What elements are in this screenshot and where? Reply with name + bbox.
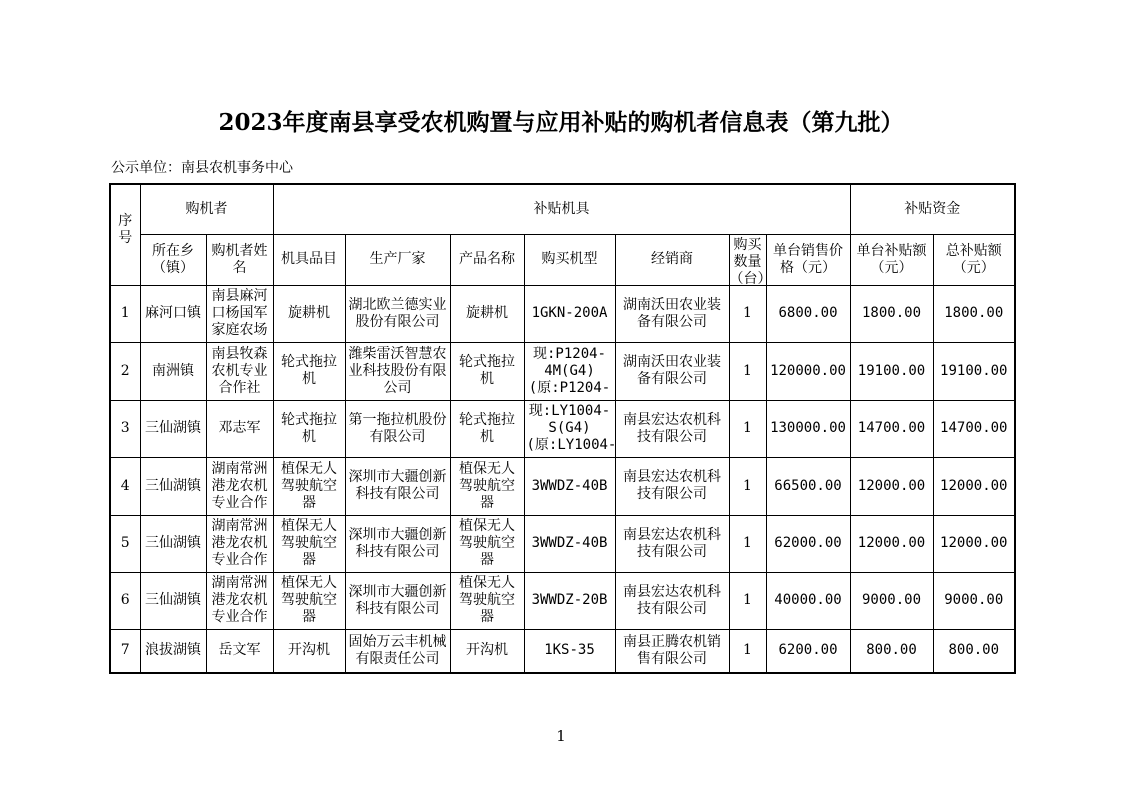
cell-buyer: 湖南常洲港龙农机专业合作	[206, 572, 273, 629]
cell-category: 植保无人驾驶航空器	[273, 572, 345, 629]
table-row	[110, 285, 1015, 342]
subsidy-table	[109, 183, 1016, 674]
cell-total-subsidy: 1800.00	[933, 285, 1015, 342]
cell-dealer: 南县宏达农机科技有限公司	[615, 457, 729, 515]
cell-manufacturer: 深圳市大疆创新科技有限公司	[345, 457, 450, 515]
cell-model: 3WWDZ-20B	[524, 572, 615, 629]
header-total-subsidy: 总补贴额（元）	[933, 234, 1015, 285]
cell-quantity: 1	[729, 515, 766, 572]
cell-model: 1KS-35	[524, 629, 615, 673]
cell-unit-subsidy: 19100.00	[850, 342, 933, 400]
cell-quantity: 1	[729, 342, 766, 400]
cell-category: 植保无人驾驶航空器	[273, 457, 345, 515]
cell-total-subsidy: 12000.00	[933, 515, 1015, 572]
cell-total-subsidy: 800.00	[933, 629, 1015, 673]
cell-manufacturer: 第一拖拉机股份有限公司	[345, 400, 450, 457]
header-dealer: 经销商	[615, 234, 729, 285]
cell-township: 浪拔湖镇	[140, 629, 206, 673]
cell-seq: 5	[110, 515, 140, 572]
table-row	[110, 515, 1015, 572]
table-row	[110, 457, 1015, 515]
cell-unit-subsidy: 800.00	[850, 629, 933, 673]
cell-unit-price: 62000.00	[766, 515, 850, 572]
cell-manufacturer: 深圳市大疆创新科技有限公司	[345, 515, 450, 572]
cell-buyer: 南县麻河口杨国军家庭农场	[206, 285, 273, 342]
header-category: 机具品目	[273, 234, 345, 285]
cell-unit-price: 6800.00	[766, 285, 850, 342]
cell-dealer: 湖南沃田农业装备有限公司	[615, 342, 729, 400]
cell-category: 植保无人驾驶航空器	[273, 515, 345, 572]
cell-quantity: 1	[729, 629, 766, 673]
cell-dealer: 南县宏达农机科技有限公司	[615, 572, 729, 629]
header-model: 购买机型	[524, 234, 615, 285]
cell-dealer: 南县正腾农机销售有限公司	[615, 629, 729, 673]
cell-total-subsidy: 9000.00	[933, 572, 1015, 629]
header-buyer-group: 购机者	[140, 184, 273, 234]
header-machine-group: 补贴机具	[273, 184, 850, 234]
cell-product: 开沟机	[450, 629, 524, 673]
header-product-name: 产品名称	[450, 234, 524, 285]
cell-buyer: 邓志军	[206, 400, 273, 457]
cell-total-subsidy: 19100.00	[933, 342, 1015, 400]
cell-seq: 6	[110, 572, 140, 629]
cell-manufacturer: 深圳市大疆创新科技有限公司	[345, 572, 450, 629]
cell-manufacturer: 潍柴雷沃智慧农业科技股份有限公司	[345, 342, 450, 400]
cell-unit-price: 40000.00	[766, 572, 850, 629]
cell-unit-price: 6200.00	[766, 629, 850, 673]
cell-township: 三仙湖镇	[140, 572, 206, 629]
cell-dealer: 南县宏达农机科技有限公司	[615, 515, 729, 572]
cell-township: 南洲镇	[140, 342, 206, 400]
cell-unit-price: 130000.00	[766, 400, 850, 457]
header-township: 所在乡（镇）	[140, 234, 206, 285]
cell-product: 轮式拖拉机	[450, 342, 524, 400]
table-row	[110, 400, 1015, 457]
cell-product: 轮式拖拉机	[450, 400, 524, 457]
cell-category: 旋耕机	[273, 285, 345, 342]
cell-quantity: 1	[729, 457, 766, 515]
cell-manufacturer: 湖北欧兰德实业股份有限公司	[345, 285, 450, 342]
cell-township: 麻河口镇	[140, 285, 206, 342]
cell-unit-subsidy: 12000.00	[850, 515, 933, 572]
header-buyer-name: 购机者姓名	[206, 234, 273, 285]
cell-buyer: 湖南常洲港龙农机专业合作	[206, 457, 273, 515]
cell-total-subsidy: 14700.00	[933, 400, 1015, 457]
publisher-line: 公示单位：南县农机事务中心	[111, 160, 293, 176]
header-row-2	[110, 234, 1015, 285]
cell-buyer: 湖南常洲港龙农机专业合作	[206, 515, 273, 572]
cell-model: 现:LY1004-S(G4)(原:LY1004-	[524, 400, 615, 457]
header-manufacturer: 生产厂家	[345, 234, 450, 285]
cell-dealer: 南县宏达农机科技有限公司	[615, 400, 729, 457]
header-seq: 序号	[110, 184, 140, 285]
cell-quantity: 1	[729, 400, 766, 457]
cell-township: 三仙湖镇	[140, 400, 206, 457]
header-row-1	[110, 184, 1015, 234]
header-funds-group: 补贴资金	[850, 184, 1015, 234]
cell-buyer: 岳文军	[206, 629, 273, 673]
cell-model: 1GKN-200A	[524, 285, 615, 342]
header-quantity: 购买数量（台）	[729, 234, 766, 285]
cell-seq: 4	[110, 457, 140, 515]
table-row	[110, 629, 1015, 673]
cell-seq: 7	[110, 629, 140, 673]
cell-township: 三仙湖镇	[140, 457, 206, 515]
cell-category: 轮式拖拉机	[273, 400, 345, 457]
table-row	[110, 342, 1015, 400]
cell-seq: 2	[110, 342, 140, 400]
cell-unit-subsidy: 14700.00	[850, 400, 933, 457]
cell-model: 现:P1204-4M(G4)(原:P1204-	[524, 342, 615, 400]
cell-unit-subsidy: 9000.00	[850, 572, 933, 629]
cell-unit-price: 66500.00	[766, 457, 850, 515]
cell-unit-subsidy: 12000.00	[850, 457, 933, 515]
cell-unit-price: 120000.00	[766, 342, 850, 400]
cell-product: 植保无人驾驶航空器	[450, 572, 524, 629]
cell-seq: 3	[110, 400, 140, 457]
cell-dealer: 湖南沃田农业装备有限公司	[615, 285, 729, 342]
cell-product: 植保无人驾驶航空器	[450, 457, 524, 515]
cell-buyer: 南县牧森农机专业合作社	[206, 342, 273, 400]
header-unit-price: 单台销售价格（元）	[766, 234, 850, 285]
page-title: 2023年度南县享受农机购置与应用补贴的购机者信息表（第九批）	[218, 109, 904, 136]
cell-manufacturer: 固始万云丰机械有限责任公司	[345, 629, 450, 673]
cell-township: 三仙湖镇	[140, 515, 206, 572]
cell-model: 3WWDZ-40B	[524, 515, 615, 572]
cell-quantity: 1	[729, 285, 766, 342]
cell-category: 轮式拖拉机	[273, 342, 345, 400]
cell-quantity: 1	[729, 572, 766, 629]
table-row	[110, 572, 1015, 629]
cell-product: 旋耕机	[450, 285, 524, 342]
cell-seq: 1	[110, 285, 140, 342]
cell-product: 植保无人驾驶航空器	[450, 515, 524, 572]
header-unit-subsidy: 单台补贴额（元）	[850, 234, 933, 285]
cell-unit-subsidy: 1800.00	[850, 285, 933, 342]
page-number: 1	[556, 727, 566, 745]
cell-model: 3WWDZ-40B	[524, 457, 615, 515]
cell-total-subsidy: 12000.00	[933, 457, 1015, 515]
cell-category: 开沟机	[273, 629, 345, 673]
